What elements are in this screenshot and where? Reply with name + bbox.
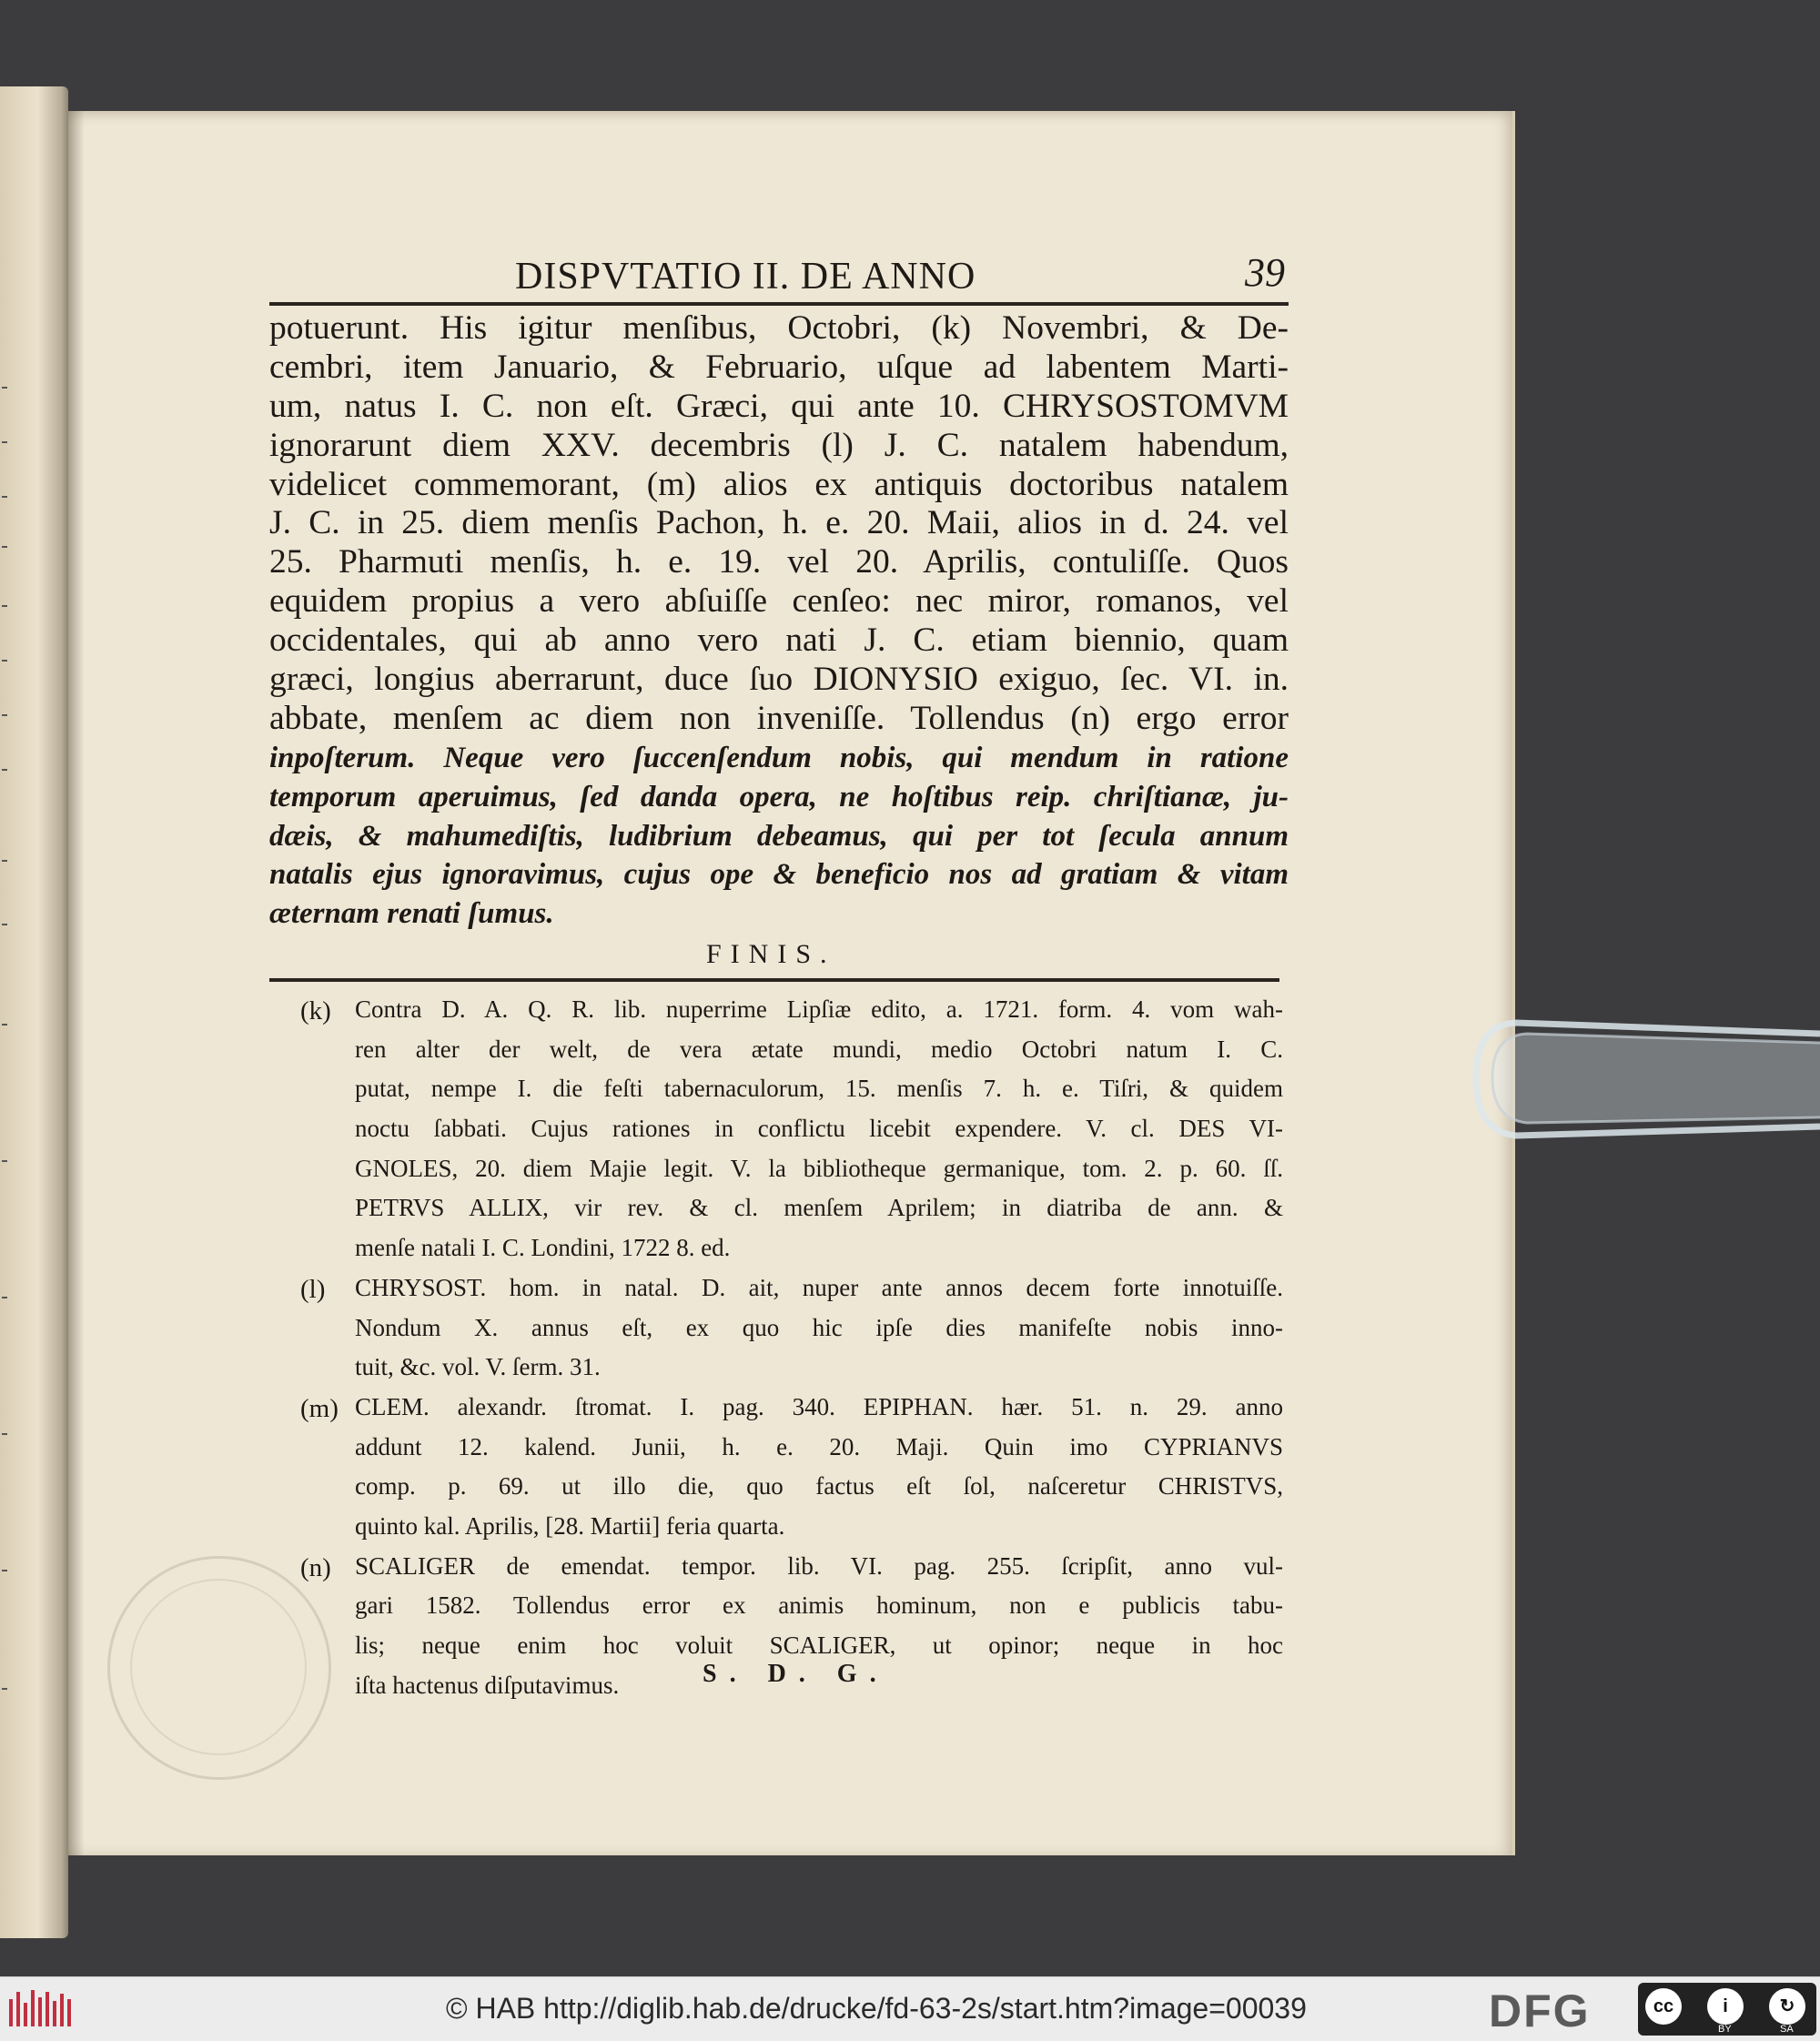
footnote-line: CHRYSOST. hom. in natal. D. ait, nuper ante annos decem forte innotuiſſe. bbox=[355, 1273, 1283, 1301]
footnote-line: lis; neque enim hoc voluit SCALIGER, ut opinor; neque in hoc bbox=[355, 1632, 1283, 1659]
text-line: abbate, menſem ac diem non inveniſſe. Tollendus (n) ergo error bbox=[269, 699, 1289, 737]
page-clip bbox=[1472, 1017, 1820, 1141]
footnote-line: gari 1582. Tollendus error ex animis hominum, non e publicis tabu- bbox=[355, 1591, 1283, 1620]
closing-sdg: S. D. G. bbox=[703, 1660, 889, 1688]
text-line: ignorarunt diem XXV. decembris (l) J. C. natalem habendum, bbox=[269, 426, 1289, 464]
footnote-line: ren alter der welt, de vera ætate mundi, medio Octobri natum I. C. bbox=[355, 1035, 1283, 1063]
footnote-mark: (k) bbox=[300, 996, 331, 1026]
sa-icon: ↻ bbox=[1769, 1988, 1805, 2025]
italic-text-line: temporum aperuimus, ſed danda opera, ne hoſtibus reip. chriſtianæ, ju- bbox=[269, 780, 1289, 813]
running-title: DISPVTATIO II. DE ANNO bbox=[515, 256, 976, 298]
dfg-logo[interactable]: DFG bbox=[1489, 1985, 1591, 2036]
footnote-line: putat, nempe I. die feſti tabernaculorum, 15. menſis 7. h. e. Tiſri, & quidem bbox=[355, 1075, 1283, 1103]
facing-page-edge bbox=[0, 86, 68, 1938]
footnote-k bbox=[300, 990, 1283, 1268]
text-line: equidem propius a vero abſuiſſe cenſeo: nec miror, romanos, vel bbox=[269, 582, 1289, 621]
footnote-mark: (m) bbox=[300, 1393, 339, 1423]
footnote-line: Nondum X. annus eſt, ex quo hic ipſe dies manifeſte nobis inno- bbox=[355, 1313, 1283, 1341]
attribution-link[interactable]: © HAB http://diglib.hab.de/drucke/fd-63-2s/start.htm?image=00039 bbox=[446, 1992, 1307, 2025]
cc-icon: cc bbox=[1645, 1988, 1682, 2025]
library-stamp bbox=[107, 1556, 331, 1780]
footnote-line: quinto kal. Aprilis, [28. Martii] feria quarta. bbox=[355, 1511, 785, 1540]
footnote-line: CLEM. alexandr. ſtromat. I. pag. 340. EPIPHAN. hær. 51. n. 29. anno bbox=[355, 1392, 1283, 1420]
footnote-line: tuit, &c. vol. V. ſerm. 31. bbox=[355, 1353, 601, 1381]
license-badge[interactable] bbox=[1638, 1983, 1816, 2036]
footnote-rule bbox=[269, 978, 1279, 982]
header-rule bbox=[269, 302, 1289, 306]
text-line: videlicet commemorant, (m) alios ex antiquis doctoribus natalem bbox=[269, 465, 1289, 503]
footer-bar bbox=[0, 1976, 1820, 2041]
finis-heading: FINIS. bbox=[706, 939, 836, 969]
main-text bbox=[269, 309, 1289, 934]
footnote-line: PETRVS ALLIX, vir rev. & cl. menſem Aprilem; in diatriba de ann. & bbox=[355, 1194, 1283, 1222]
italic-text-line: dæis, & mahumediſtis, ludibrium debeamus, qui per tot ſecula annum bbox=[269, 819, 1289, 853]
italic-text-line: inpoſterum. Neque vero ſuccenſendum nobis, qui mendum in ratione bbox=[269, 741, 1289, 774]
running-header bbox=[269, 233, 1289, 302]
footnote-line: iſta hactenus diſputavimus. bbox=[355, 1671, 620, 1699]
text-line: 25. Pharmuti menſis, h. e. 19. vel 20. Aprilis, contuliſſe. Quos bbox=[269, 543, 1289, 581]
text-line: J. C. in 25. diem menſis Pachon, h. e. 20. Maii, alios in d. 24. vel bbox=[269, 504, 1289, 542]
text-line: occidentales, qui ab anno vero nati J. C. etiam biennio, quam bbox=[269, 621, 1289, 660]
footnote-line: comp. p. 69. ut illo die, quo factus eſt ſol, naſceretur CHRISTVS, bbox=[355, 1472, 1283, 1500]
license-sa-label: SA bbox=[1780, 2024, 1794, 2035]
footnote-line: Contra D. A. Q. R. lib. nuperrime Lipſiæ edito, a. 1721. form. 4. vom wah- bbox=[355, 995, 1283, 1023]
footnote-line: noctu ſabbati. Cujus rationes in conflictu licebit expendere. V. cl. DES VI- bbox=[355, 1115, 1283, 1143]
page-clip-graphic bbox=[1472, 1017, 1820, 1141]
footnote-line: menſe natali I. C. Londini, 1722 8. ed. bbox=[355, 1234, 731, 1262]
footnote-line: SCALIGER de emendat. tempor. lib. VI. pag. 255. ſcripſit, anno vul- bbox=[355, 1551, 1283, 1580]
text-line: cembri, item Januario, & Februario, uſque ad labentem Marti- bbox=[269, 348, 1289, 386]
by-person-icon: i bbox=[1707, 1988, 1744, 2025]
footnote-l bbox=[300, 1268, 1283, 1388]
footnote-m bbox=[300, 1388, 1283, 1547]
footnote-line: addunt 12. kalend. Junii, h. e. 20. Maji. Quin imo CYPRIANVS bbox=[355, 1432, 1283, 1460]
text-line: græci, longius aberrarunt, duce ſuo DIONYSIO exiguo, ſec. VI. in. bbox=[269, 661, 1289, 699]
license-by-label: BY bbox=[1718, 2024, 1732, 2035]
text-line: potuerunt. His igitur menſibus, Octobri, (k) Novembri, & De- bbox=[269, 309, 1289, 347]
hab-logo-icon[interactable] bbox=[7, 1988, 78, 2030]
spine-shadow bbox=[68, 111, 85, 1855]
italic-text-line: æternam renati ſumus. bbox=[269, 897, 554, 931]
italic-text-line: natalis ejus ignoravimus, cujus ope & beneficio nos ad gratiam & vitam bbox=[269, 858, 1289, 892]
footnote-mark: (n) bbox=[300, 1552, 331, 1582]
facing-page-print-marks bbox=[2, 387, 15, 1752]
page-number: 39 bbox=[1245, 250, 1285, 295]
text-line: um, natus I. C. non eſt. Græci, qui ante 10. CHRYSOSTOMVM bbox=[269, 387, 1289, 425]
footnote-mark: (l) bbox=[300, 1274, 326, 1304]
footnotes bbox=[300, 990, 1283, 1705]
footnote-line: GNOLES, 20. diem Majie legit. V. la bibliotheque germanique, tom. 2. p. 60. ſſ. bbox=[355, 1154, 1283, 1182]
